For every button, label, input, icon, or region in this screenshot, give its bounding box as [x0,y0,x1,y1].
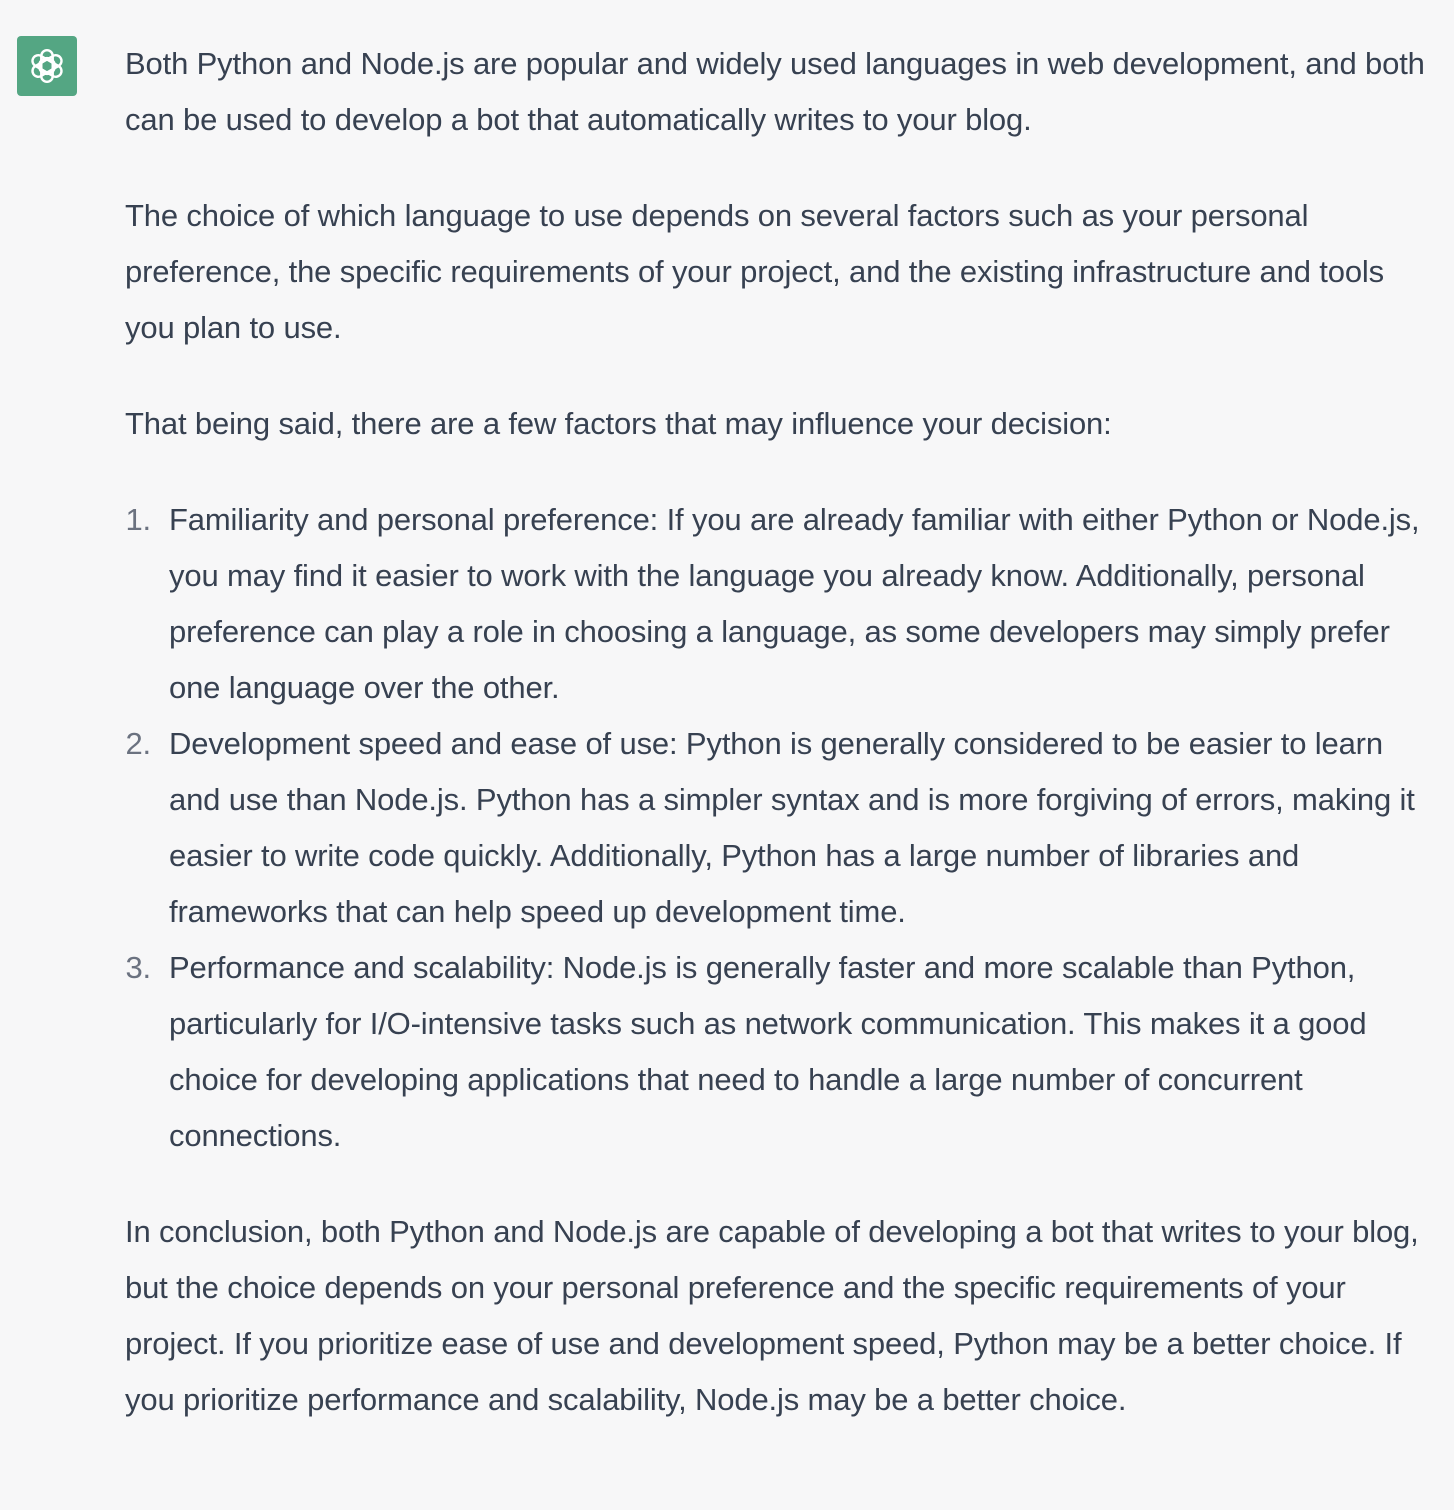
assistant-avatar [17,36,77,96]
list-item [125,940,1435,1164]
openai-logo-icon [25,44,69,88]
list-item-text: Development speed and ease of use: Python is generally considered to be easier to learn and use than Node.js. Python has a simpler syntax and is more forgiving of errors, making it easier to write code quickly. Additionally, Python has a large number of libraries and frameworks that can help speed up development time. [169,726,1415,929]
list-item-text: Performance and scalability: Node.js is generally faster and more scalable than Python, particularly for I/O-intensive tasks such as network communication. This makes it a good choice for developing applications that need to handle a large number of concurrent connections. [169,950,1367,1153]
list-item [125,492,1435,716]
list-item-number: 2. [125,726,151,761]
conclusion-paragraph: In conclusion, both Python and Node.js are capable of developing a bot that writes to your blog, but the choice depends on your personal preference and the specific requirements of your project. If you prioritize ease of use and development speed, Python may be a better choice. If you prioritize performance and scalability, Node.js may be a better choice. [125,1214,1419,1417]
list-item [125,716,1435,940]
factors-list [125,492,1435,1164]
intro-paragraph: That being said, there are a few factors that may influence your decision: [125,406,1112,441]
intro-paragraph: The choice of which language to use depends on several factors such as your personal preference, the specific requirements of your project, and the existing infrastructure and tools you plan to use. [125,198,1384,345]
assistant-message [125,36,1435,1468]
list-item-text: Familiarity and personal preference: If you are already familiar with either Python or Node.js, you may find it easier to work with the language you already know. Additionally, personal preference can play a role in choosing a language, as some developers may simply prefer one language over the other. [169,502,1420,705]
list-item-number: 1. [125,502,151,537]
list-item-number: 3. [125,950,151,985]
intro-paragraph: Both Python and Node.js are popular and widely used languages in web development, and both can be used to develop a bot that automatically writes to your blog. [125,46,1425,137]
